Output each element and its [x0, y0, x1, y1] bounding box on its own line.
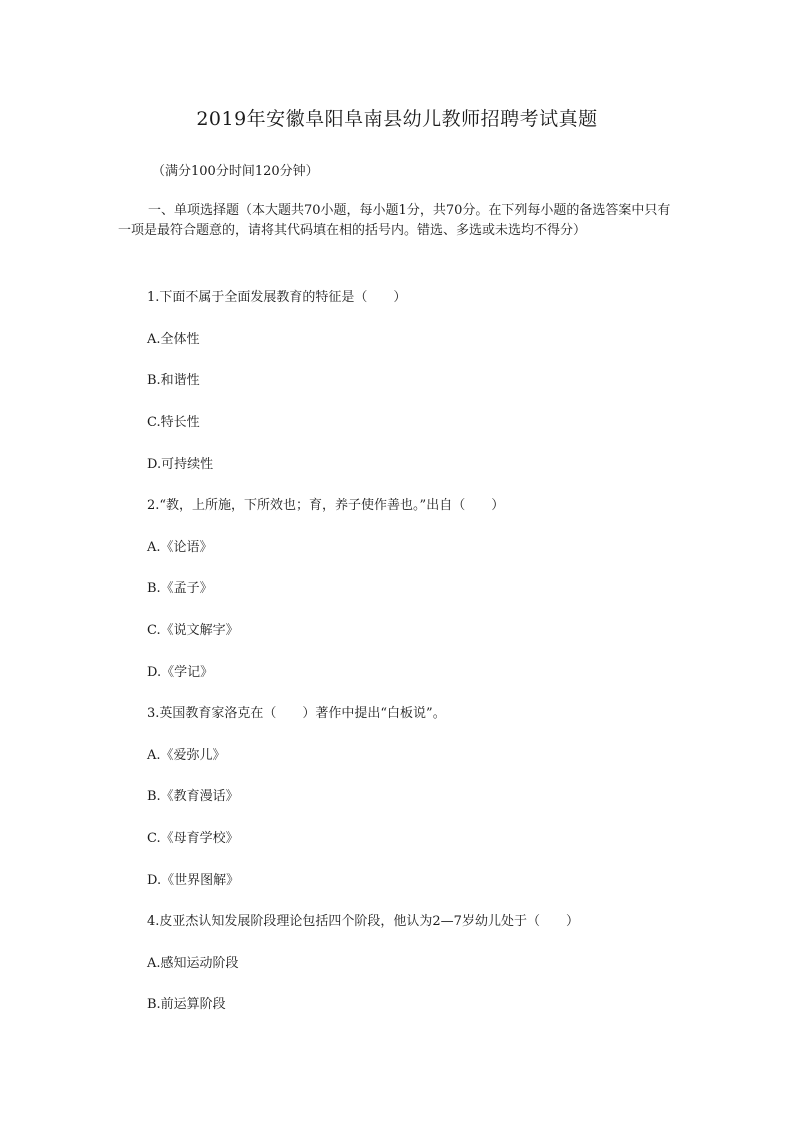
answer-option: C.特长性: [147, 415, 200, 430]
exam-duration-note: （满分100分时间120分钟）: [152, 164, 319, 179]
question-stem: 2.“教，上所施，下所效也；育，养子使作善也。”出自（ ）: [147, 498, 505, 513]
answer-option: C.《母育学校》: [147, 831, 239, 846]
answer-option: B.前运算阶段: [147, 997, 226, 1012]
answer-option: A.《论语》: [147, 540, 213, 555]
question-stem: 1.下面不属于全面发展教育的特征是（ ）: [147, 290, 407, 305]
answer-option: B.《教育漫话》: [147, 789, 239, 804]
answer-option: A.全体性: [147, 332, 200, 347]
answer-option: A.《爱弥儿》: [147, 748, 226, 763]
exam-title: 2019年安徽阜阳阜南县幼儿教师招聘考试真题: [196, 108, 598, 130]
answer-option: A.感知运动阶段: [147, 956, 239, 971]
section-instructions: 一、单项选择题（本大题共70小题，每小题1分，共70分。在下列每小题的备选答案中只有一项是最符合题意的，请将其代码填在相的括号内。错选、多选或未选均不得分）: [118, 203, 671, 238]
question-stem: 3.英国教育家洛克在（ ）著作中提出“白板说”。: [147, 706, 446, 721]
answer-option: C.《说文解字》: [147, 623, 239, 638]
question-stem: 4.皮亚杰认知发展阶段理论包括四个阶段，他认为2—7岁幼儿处于（ ）: [147, 914, 579, 929]
answer-option: B.和谐性: [147, 373, 200, 388]
answer-option: D.《世界图解》: [147, 873, 240, 888]
answer-option: B.《孟子》: [147, 581, 213, 596]
answer-option: D.《学记》: [147, 665, 214, 680]
answer-option: D.可持续性: [147, 457, 214, 472]
